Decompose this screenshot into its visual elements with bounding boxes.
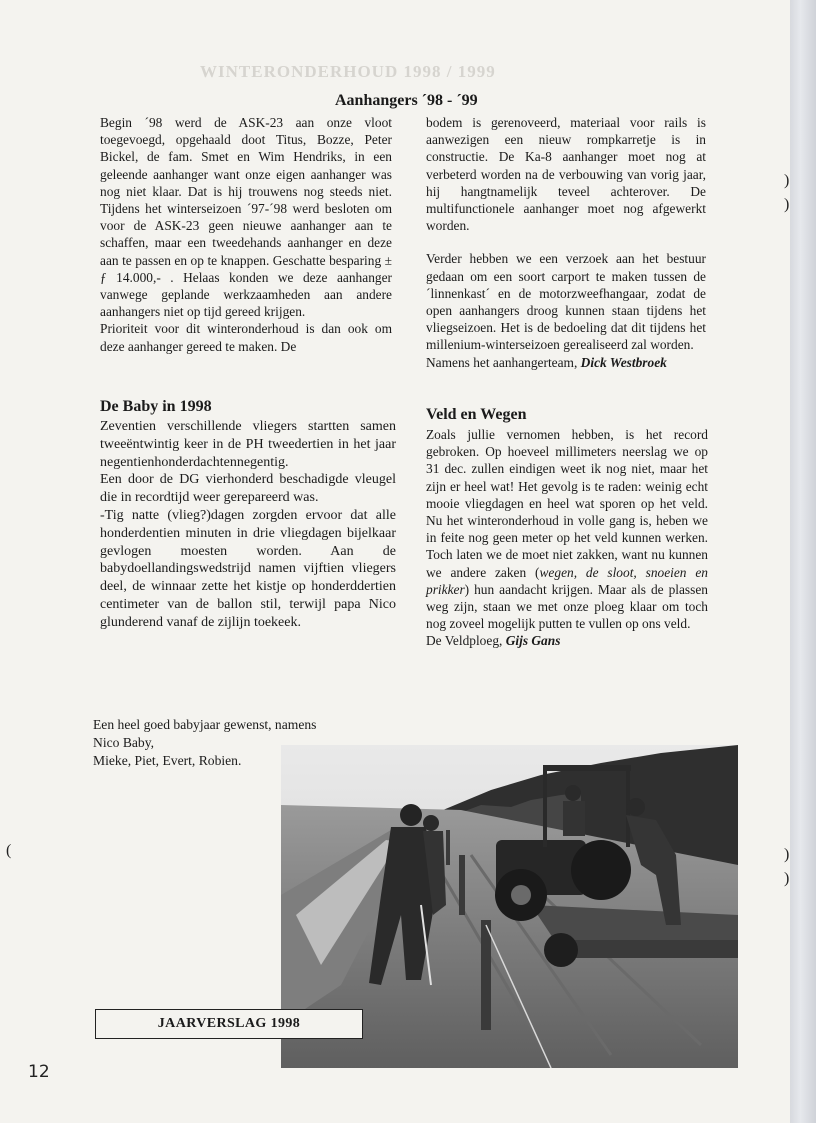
closing-line: Nico Baby, <box>93 735 155 750</box>
paragraph: Begin ´98 werd de ASK-23 aan onze vloot toegevoegd, opgehaald doot Titus, Bozze, Peter Bickel, de fam. Smet en Wim Hendriks, in een geleende aanhanger want onze eigen aanhanger was nog niet klaar. Dat is hij trouwens nog steeds niet. Tijdens het winterseizoen ´97-´98 werd besloten om voor de ASK-23 geen nieuwe aanhanger aan te schaffen, maar een tweedehands aanhanger en deze aan te passen en op te knappen. Geschatte besparing ± ƒ 14.000,- . Helaas konden we deze aanhanger vanwege geplande werkzaamheden aan andere aanhangers niet op tijd gereed krijgen. <box>100 115 392 320</box>
binding-mark: ) <box>784 172 790 189</box>
paragraph: Prioriteit voor dit winteronderhoud is dan ook om deze aanhanger gereed te maken. De <box>100 321 392 354</box>
paragraph <box>426 426 708 632</box>
signature-prefix: De Veldploeg, <box>426 633 506 649</box>
signature-prefix: Namens het aanhangerteam, <box>426 354 581 370</box>
italic-text: wegen, de sloot, snoeien en prikker <box>426 564 708 597</box>
signature-line <box>426 354 706 371</box>
binding-mark: ) <box>784 196 790 213</box>
baby-column <box>100 418 396 632</box>
aanhangers-right-column <box>426 114 706 371</box>
paragraph: Zeventien verschillende vliegers startten samen tweeëntwintig keer in de PH tweedertien in het jaar negentienhonderdachtennegentig. <box>100 419 396 470</box>
signature-name: Dick Westbroek <box>580 354 667 370</box>
closing-line: Een heel goed babyjaar gewenst, namens <box>93 717 317 732</box>
signature-line <box>426 632 708 649</box>
paragraph: Verder hebben we een verzoek aan het bestuur gedaan om een soort carport te maken tussen de ´linnenkast´ en de motorzweefhangaar, zodat de open aanhangers droog kunnen staan tijdens het vliegseizoen. Het is de bedoeling dat dit tijdens het millenium-winterseizoen gerealiseerd zal worden. <box>426 251 706 353</box>
signature-name: Gijs Gans <box>505 633 561 649</box>
aanhangers-left-column <box>100 114 392 355</box>
binding-mark: ( <box>6 842 12 859</box>
closing-line: Mieke, Piet, Evert, Robien. <box>93 753 242 768</box>
bleed-through-header: WINTERONDERHOUD 1998 / 1999 <box>200 62 496 81</box>
binding-mark: ) <box>784 846 790 863</box>
section-title-veld: Veld en Wegen <box>426 406 527 423</box>
section-title-baby: De Baby in 1998 <box>100 398 212 415</box>
section-title-aanhangers: Aanhangers ´98 - ´99 <box>335 92 478 109</box>
paragraph: bodem is gerenoveerd, materiaal voor rails is aanwezigen een nieuw rompkarretje is in constructie. De Ka-8 aanhanger moet nog at verbeterd worden na de verbouwing van vorig jaar, hij hangtnamelijk teveel achterover. De multifunctionele aanhanger moet nog afgewerkt worden. <box>426 115 706 234</box>
paragraph-text: ) hun aandacht krijgen. Maar als de plassen weg zijn, staan we met onze ploeg klaar om toch nog zoveel mogelijk putten te vullen op ons veld. <box>426 581 708 632</box>
paragraph-text: Zoals jullie vernomen hebben, is het record gebroken. Op hoeveel millimeters neerslag we op 31 dec. zullen eindigen weet ik nog niet, maar het zijn er heel wat! Het gevolg is te raden: weinig echt mooie vliegdagen en heel wat sporen op het veld. Nu het winteronderhoud in volle gang is, heben we in feite nog geen meter op het veld kunnen werken. Toch laten we de moet niet zakken, want nu kunnen we andere zaken ( <box>426 427 708 580</box>
footer-box: JAARVERSLAG 1998 <box>95 1009 363 1039</box>
page-number: 12 <box>28 1062 50 1082</box>
veld-column <box>426 426 708 650</box>
paragraph: -Tig natte (vlieg?)dagen zorgden ervoor dat alle honderdentien minuten in drie vliegdagen bijelkaar gevlogen moesten worden. Aan de babydoellandingswedstrijd namen vijftien vliegers deel, de winnaar zette het kistje op honderddertien centimeter van de ballon stil, terwijl papa Nico glunderend vanaf de zijlijn toekeek. <box>100 507 396 630</box>
paragraph: Een door de DG vierhonderd beschadigde vleugel die in recordtijd weer gerepareerd was. <box>100 472 396 506</box>
binding-mark: ) <box>784 870 790 887</box>
page-edge <box>790 0 816 1123</box>
